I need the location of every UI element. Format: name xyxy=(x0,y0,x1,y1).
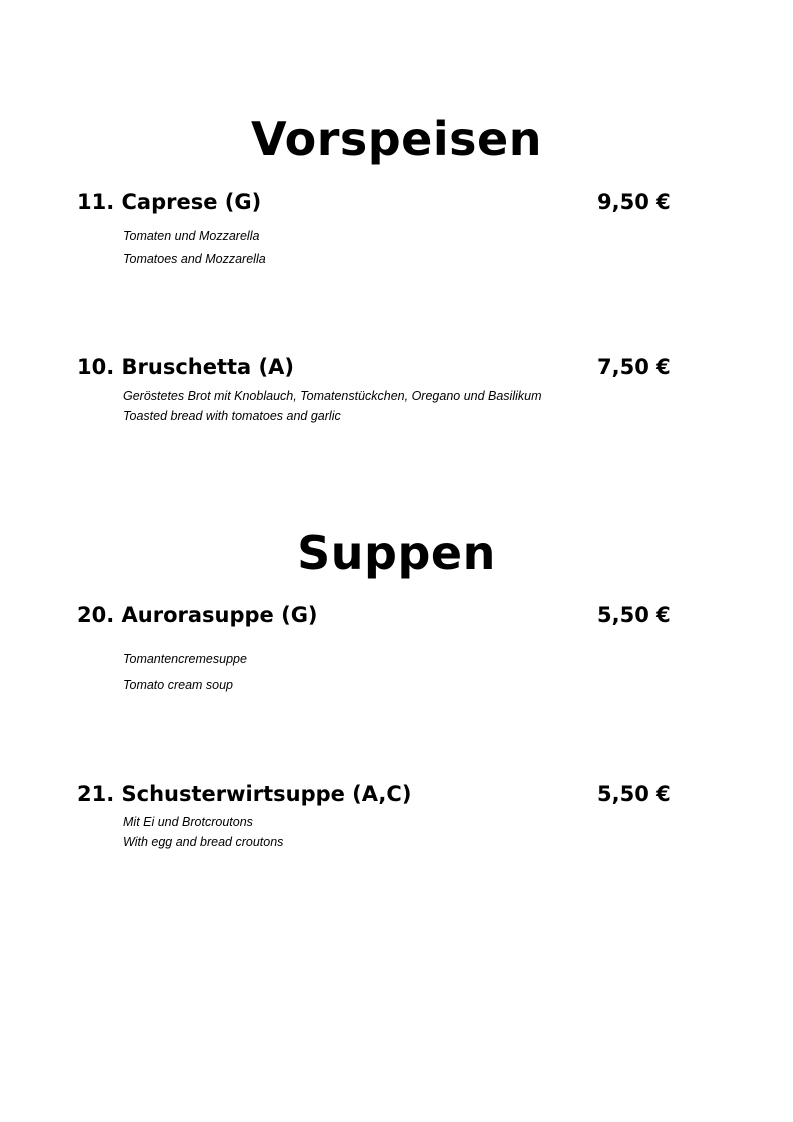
dish-name-caprese: 11. Caprese (G) xyxy=(77,190,262,214)
dish-name-bruschetta: 10. Bruschetta (A) xyxy=(77,355,294,379)
dish-price-bruschetta: 7,50 € xyxy=(597,355,671,379)
dish-desc-en-schusterwirtsuppe: With egg and bread croutons xyxy=(123,835,284,849)
section-title-suppen: Suppen xyxy=(297,526,496,580)
dish-desc-en-bruschetta: Toasted bread with tomatoes and garlic xyxy=(123,409,341,423)
dish-price-aurorasuppe: 5,50 € xyxy=(597,603,671,627)
dish-price-caprese: 9,50 € xyxy=(597,190,671,214)
dish-name-aurorasuppe: 20. Aurorasuppe (G) xyxy=(77,603,318,627)
dish-price-schusterwirtsuppe: 5,50 € xyxy=(597,782,671,806)
dish-desc-de-bruschetta: Geröstetes Brot mit Knoblauch, Tomatenstückchen, Oregano und Basilikum xyxy=(123,389,542,403)
dish-desc-de-schusterwirtsuppe: Mit Ei und Brotcroutons xyxy=(123,815,253,829)
dish-desc-en-aurorasuppe: Tomato cream soup xyxy=(123,678,234,692)
dish-name-schusterwirtsuppe: 21. Schusterwirtsuppe (A,C) xyxy=(77,782,412,806)
dish-desc-en-caprese: Tomatoes and Mozzarella xyxy=(123,252,266,266)
dish-desc-de-aurorasuppe: Tomantencremesuppe xyxy=(123,652,247,666)
dish-desc-de-caprese: Tomaten und Mozzarella xyxy=(123,229,260,243)
section-title-vorspeisen: Vorspeisen xyxy=(251,112,542,166)
